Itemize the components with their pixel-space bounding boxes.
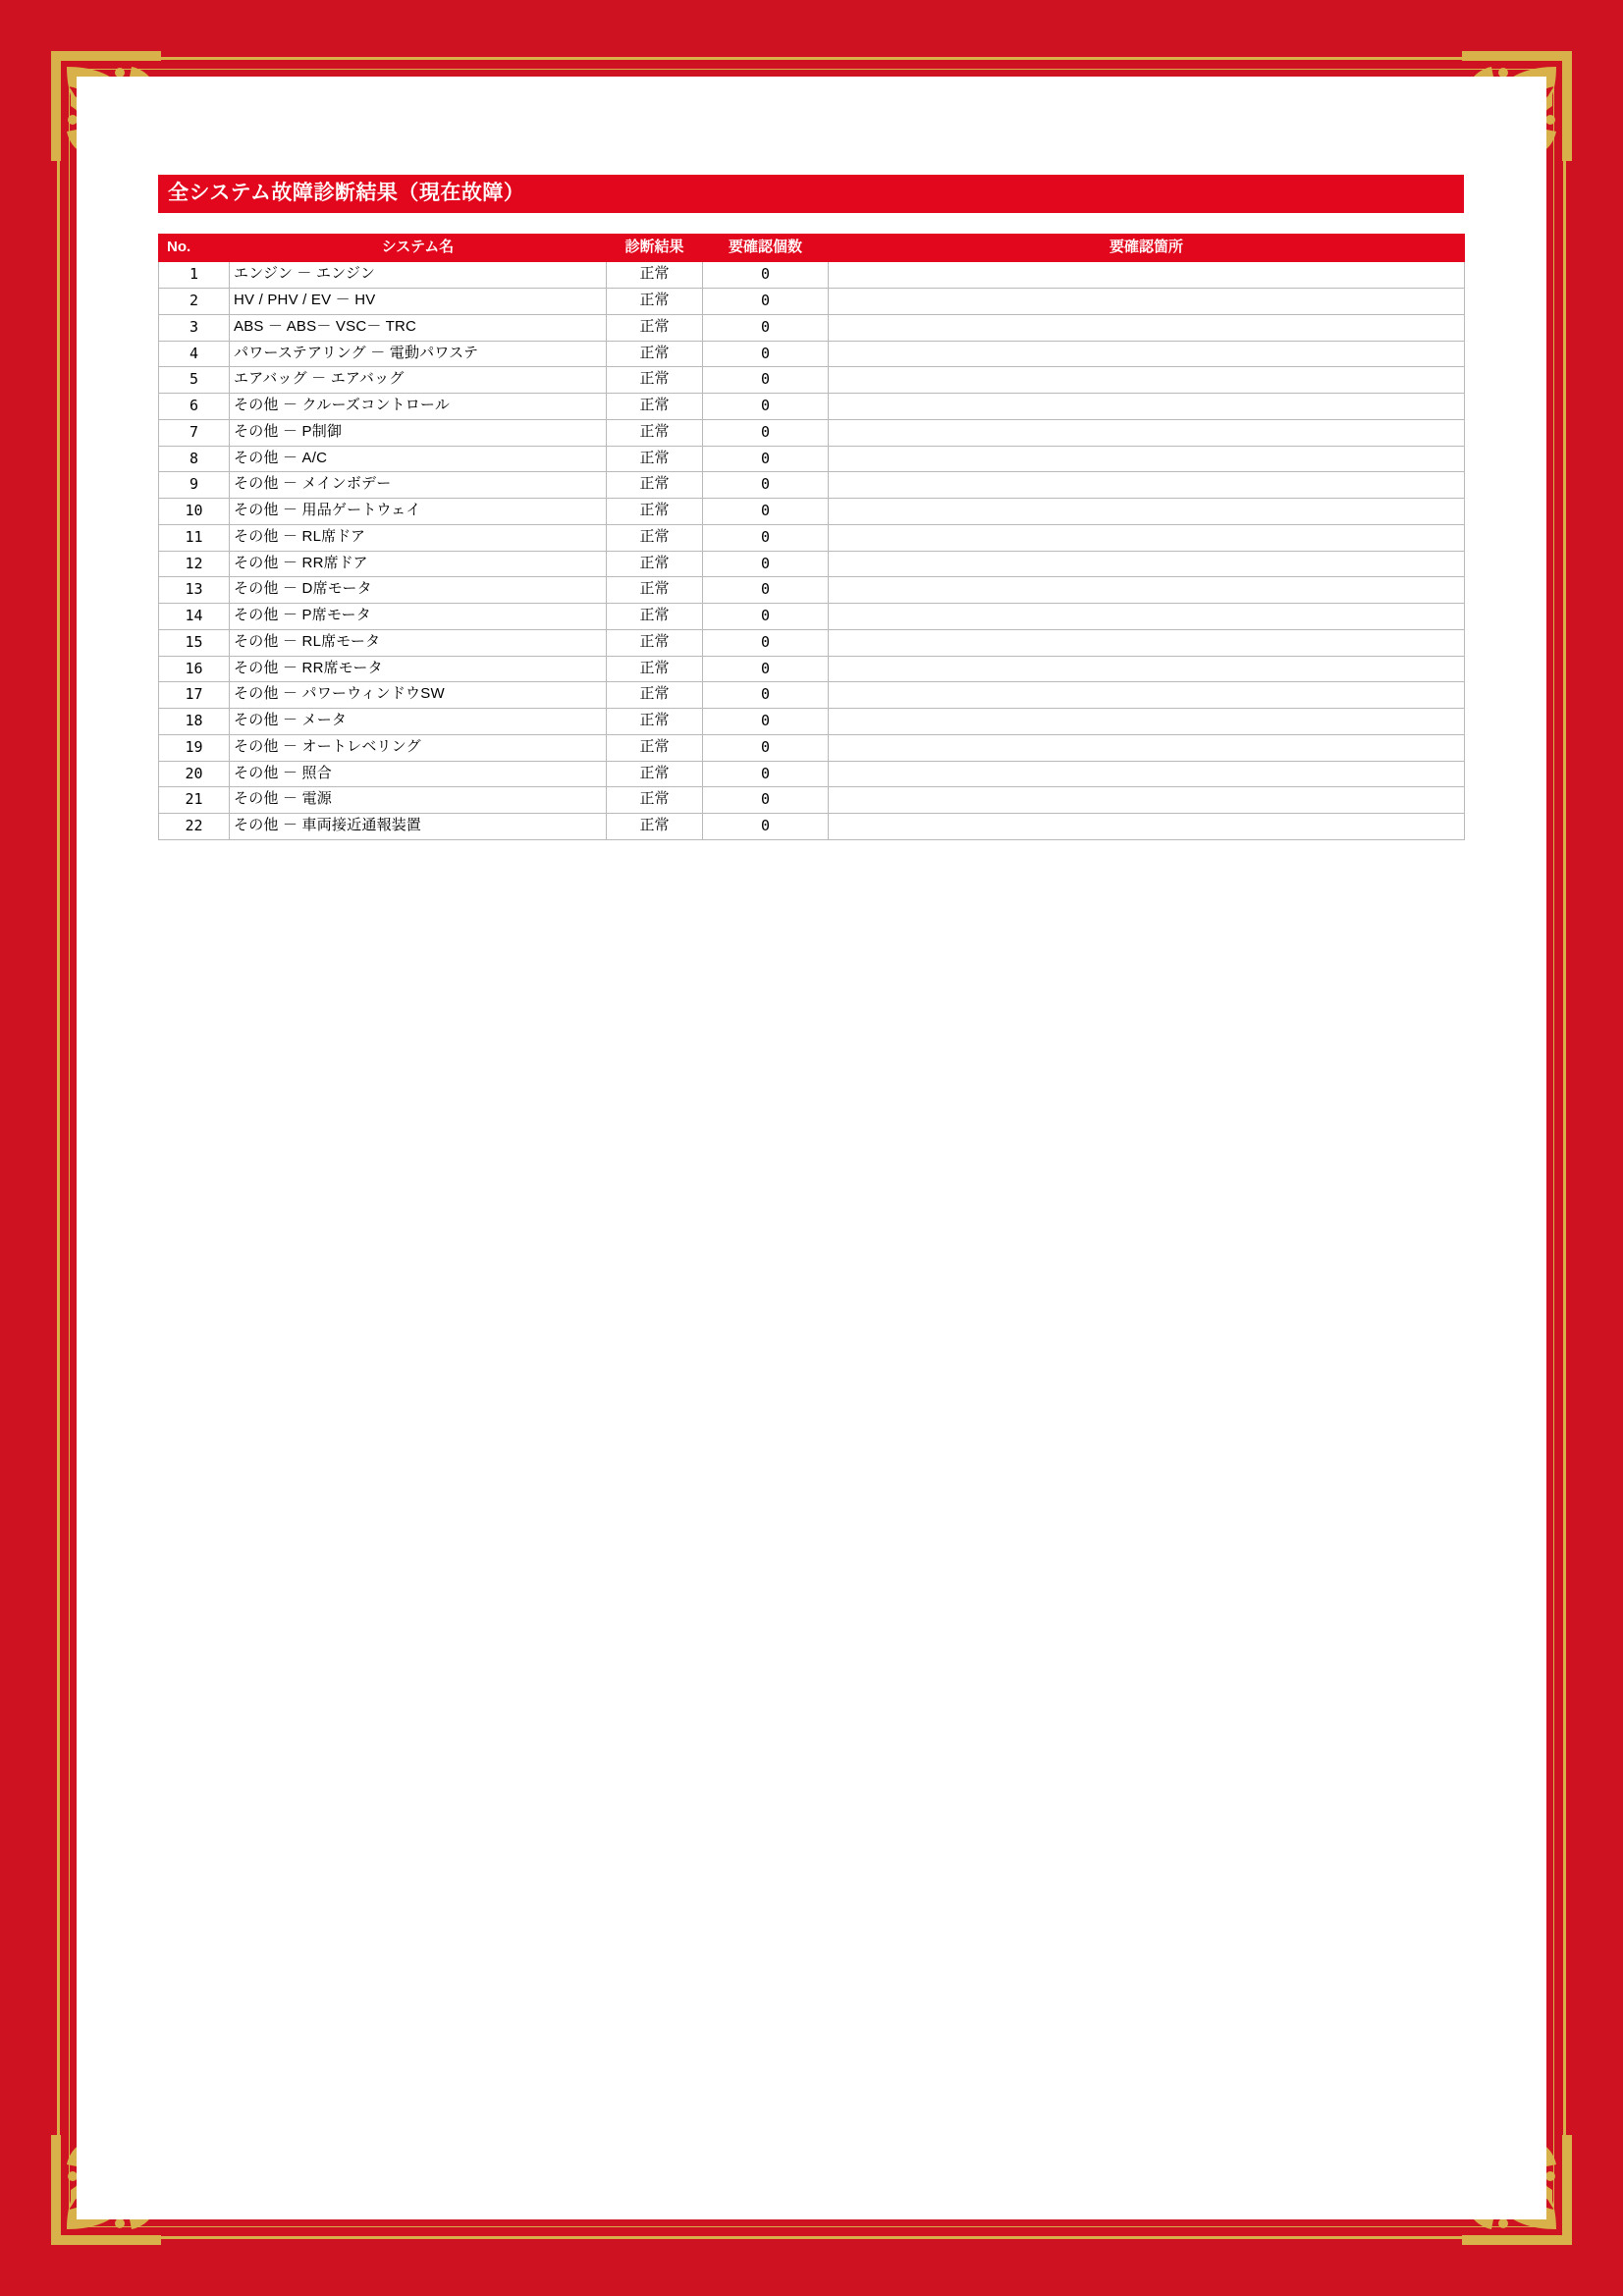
cell-system: その他 － メインボデー bbox=[230, 472, 607, 499]
cell-count: 0 bbox=[703, 551, 829, 577]
table-row bbox=[159, 394, 1465, 420]
cell-system: HV / PHV / EV － HV bbox=[230, 289, 607, 315]
cell-no: 13 bbox=[159, 577, 230, 604]
cell-no: 14 bbox=[159, 604, 230, 630]
cell-no: 1 bbox=[159, 262, 230, 289]
cell-judge: 正常 bbox=[607, 787, 703, 814]
table-row bbox=[159, 551, 1465, 577]
cell-count: 0 bbox=[703, 394, 829, 420]
cell-system: ABS － ABS－ VSC－ TRC bbox=[230, 314, 607, 341]
cell-system: その他 － P制御 bbox=[230, 419, 607, 446]
cell-no: 21 bbox=[159, 787, 230, 814]
cell-count: 0 bbox=[703, 629, 829, 656]
cell-judge: 正常 bbox=[607, 604, 703, 630]
table-row bbox=[159, 314, 1465, 341]
cell-count: 0 bbox=[703, 341, 829, 367]
cell-place bbox=[829, 289, 1465, 315]
cell-no: 11 bbox=[159, 524, 230, 551]
cell-count: 0 bbox=[703, 367, 829, 394]
cell-no: 9 bbox=[159, 472, 230, 499]
cell-judge: 正常 bbox=[607, 341, 703, 367]
cell-place bbox=[829, 472, 1465, 499]
document-page bbox=[77, 77, 1546, 2219]
cell-no: 7 bbox=[159, 419, 230, 446]
cell-count: 0 bbox=[703, 289, 829, 315]
cell-no: 22 bbox=[159, 814, 230, 840]
cell-no: 18 bbox=[159, 709, 230, 735]
cell-judge: 正常 bbox=[607, 814, 703, 840]
cell-no: 12 bbox=[159, 551, 230, 577]
cell-count: 0 bbox=[703, 761, 829, 787]
cell-place bbox=[829, 709, 1465, 735]
cell-place bbox=[829, 499, 1465, 525]
cell-no: 15 bbox=[159, 629, 230, 656]
column-header-no: No. bbox=[159, 235, 230, 262]
cell-system: その他 － A/C bbox=[230, 446, 607, 472]
cell-system: エアバッグ － エアバッグ bbox=[230, 367, 607, 394]
cell-count: 0 bbox=[703, 524, 829, 551]
column-header-place: 要確認箇所 bbox=[829, 235, 1465, 262]
table-row bbox=[159, 341, 1465, 367]
cell-judge: 正常 bbox=[607, 472, 703, 499]
cell-system: その他 － 用品ゲートウェイ bbox=[230, 499, 607, 525]
cell-system: その他 － 車両接近通報装置 bbox=[230, 814, 607, 840]
cell-system: パワーステアリング － 電動パワステ bbox=[230, 341, 607, 367]
cell-judge: 正常 bbox=[607, 419, 703, 446]
table-header-row bbox=[159, 235, 1465, 262]
cell-place bbox=[829, 629, 1465, 656]
cell-system: その他 － RR席ドア bbox=[230, 551, 607, 577]
cell-place bbox=[829, 814, 1465, 840]
cell-no: 6 bbox=[159, 394, 230, 420]
table-row bbox=[159, 787, 1465, 814]
cell-place bbox=[829, 656, 1465, 682]
cell-judge: 正常 bbox=[607, 524, 703, 551]
cell-place bbox=[829, 367, 1465, 394]
table-row bbox=[159, 629, 1465, 656]
cell-count: 0 bbox=[703, 787, 829, 814]
table-row bbox=[159, 761, 1465, 787]
cell-place bbox=[829, 682, 1465, 709]
cell-system: その他 － パワーウィンドウSW bbox=[230, 682, 607, 709]
table-row bbox=[159, 814, 1465, 840]
cell-judge: 正常 bbox=[607, 709, 703, 735]
cell-system: その他 － P席モータ bbox=[230, 604, 607, 630]
cell-judge: 正常 bbox=[607, 394, 703, 420]
cell-place bbox=[829, 394, 1465, 420]
table-row bbox=[159, 446, 1465, 472]
cell-count: 0 bbox=[703, 682, 829, 709]
table-row bbox=[159, 472, 1465, 499]
cell-place bbox=[829, 341, 1465, 367]
table-row bbox=[159, 682, 1465, 709]
cell-place bbox=[829, 446, 1465, 472]
cell-no: 16 bbox=[159, 656, 230, 682]
cell-judge: 正常 bbox=[607, 314, 703, 341]
cell-no: 17 bbox=[159, 682, 230, 709]
cell-system: その他 － D席モータ bbox=[230, 577, 607, 604]
table-row bbox=[159, 367, 1465, 394]
cell-count: 0 bbox=[703, 814, 829, 840]
cell-no: 20 bbox=[159, 761, 230, 787]
cell-system: その他 － メータ bbox=[230, 709, 607, 735]
cell-place bbox=[829, 604, 1465, 630]
cell-place bbox=[829, 419, 1465, 446]
cell-system: その他 － RL席ドア bbox=[230, 524, 607, 551]
cell-count: 0 bbox=[703, 262, 829, 289]
column-header-system: システム名 bbox=[230, 235, 607, 262]
cell-count: 0 bbox=[703, 419, 829, 446]
cell-judge: 正常 bbox=[607, 761, 703, 787]
table-row bbox=[159, 524, 1465, 551]
cell-count: 0 bbox=[703, 577, 829, 604]
cell-judge: 正常 bbox=[607, 499, 703, 525]
cell-count: 0 bbox=[703, 446, 829, 472]
cell-place bbox=[829, 262, 1465, 289]
cell-count: 0 bbox=[703, 734, 829, 761]
cell-place bbox=[829, 551, 1465, 577]
table-row bbox=[159, 419, 1465, 446]
cell-count: 0 bbox=[703, 472, 829, 499]
cell-judge: 正常 bbox=[607, 577, 703, 604]
cell-judge: 正常 bbox=[607, 551, 703, 577]
cell-system: その他 － クルーズコントロール bbox=[230, 394, 607, 420]
cell-place bbox=[829, 734, 1465, 761]
table-row bbox=[159, 734, 1465, 761]
cell-judge: 正常 bbox=[607, 289, 703, 315]
cell-count: 0 bbox=[703, 656, 829, 682]
cell-place bbox=[829, 761, 1465, 787]
cell-no: 4 bbox=[159, 341, 230, 367]
cell-system: その他 － RR席モータ bbox=[230, 656, 607, 682]
cell-place bbox=[829, 577, 1465, 604]
table-body bbox=[159, 262, 1465, 840]
cell-no: 5 bbox=[159, 367, 230, 394]
cell-judge: 正常 bbox=[607, 656, 703, 682]
cell-system: その他 － オートレベリング bbox=[230, 734, 607, 761]
cell-system: その他 － RL席モータ bbox=[230, 629, 607, 656]
cell-count: 0 bbox=[703, 709, 829, 735]
cell-system: エンジン － エンジン bbox=[230, 262, 607, 289]
cell-system: その他 － 照合 bbox=[230, 761, 607, 787]
cell-place bbox=[829, 314, 1465, 341]
cell-count: 0 bbox=[703, 499, 829, 525]
cell-system: その他 － 電源 bbox=[230, 787, 607, 814]
cell-no: 19 bbox=[159, 734, 230, 761]
table-row bbox=[159, 604, 1465, 630]
column-header-count: 要確認個数 bbox=[703, 235, 829, 262]
cell-no: 3 bbox=[159, 314, 230, 341]
cell-no: 8 bbox=[159, 446, 230, 472]
diagnosis-result-table bbox=[158, 234, 1465, 840]
cell-place bbox=[829, 524, 1465, 551]
table-row bbox=[159, 577, 1465, 604]
cell-place bbox=[829, 787, 1465, 814]
cell-count: 0 bbox=[703, 604, 829, 630]
report-content bbox=[158, 175, 1488, 840]
cell-judge: 正常 bbox=[607, 262, 703, 289]
cell-no: 10 bbox=[159, 499, 230, 525]
column-header-judge: 診断結果 bbox=[607, 235, 703, 262]
cell-judge: 正常 bbox=[607, 682, 703, 709]
table-row bbox=[159, 262, 1465, 289]
table-row bbox=[159, 289, 1465, 315]
cell-judge: 正常 bbox=[607, 367, 703, 394]
cell-judge: 正常 bbox=[607, 629, 703, 656]
cell-no: 2 bbox=[159, 289, 230, 315]
table-row bbox=[159, 656, 1465, 682]
table-row bbox=[159, 499, 1465, 525]
page-title: 全システム故障診断結果（現在故障） bbox=[158, 175, 1464, 213]
cell-count: 0 bbox=[703, 314, 829, 341]
table-row bbox=[159, 709, 1465, 735]
cell-judge: 正常 bbox=[607, 734, 703, 761]
cell-judge: 正常 bbox=[607, 446, 703, 472]
